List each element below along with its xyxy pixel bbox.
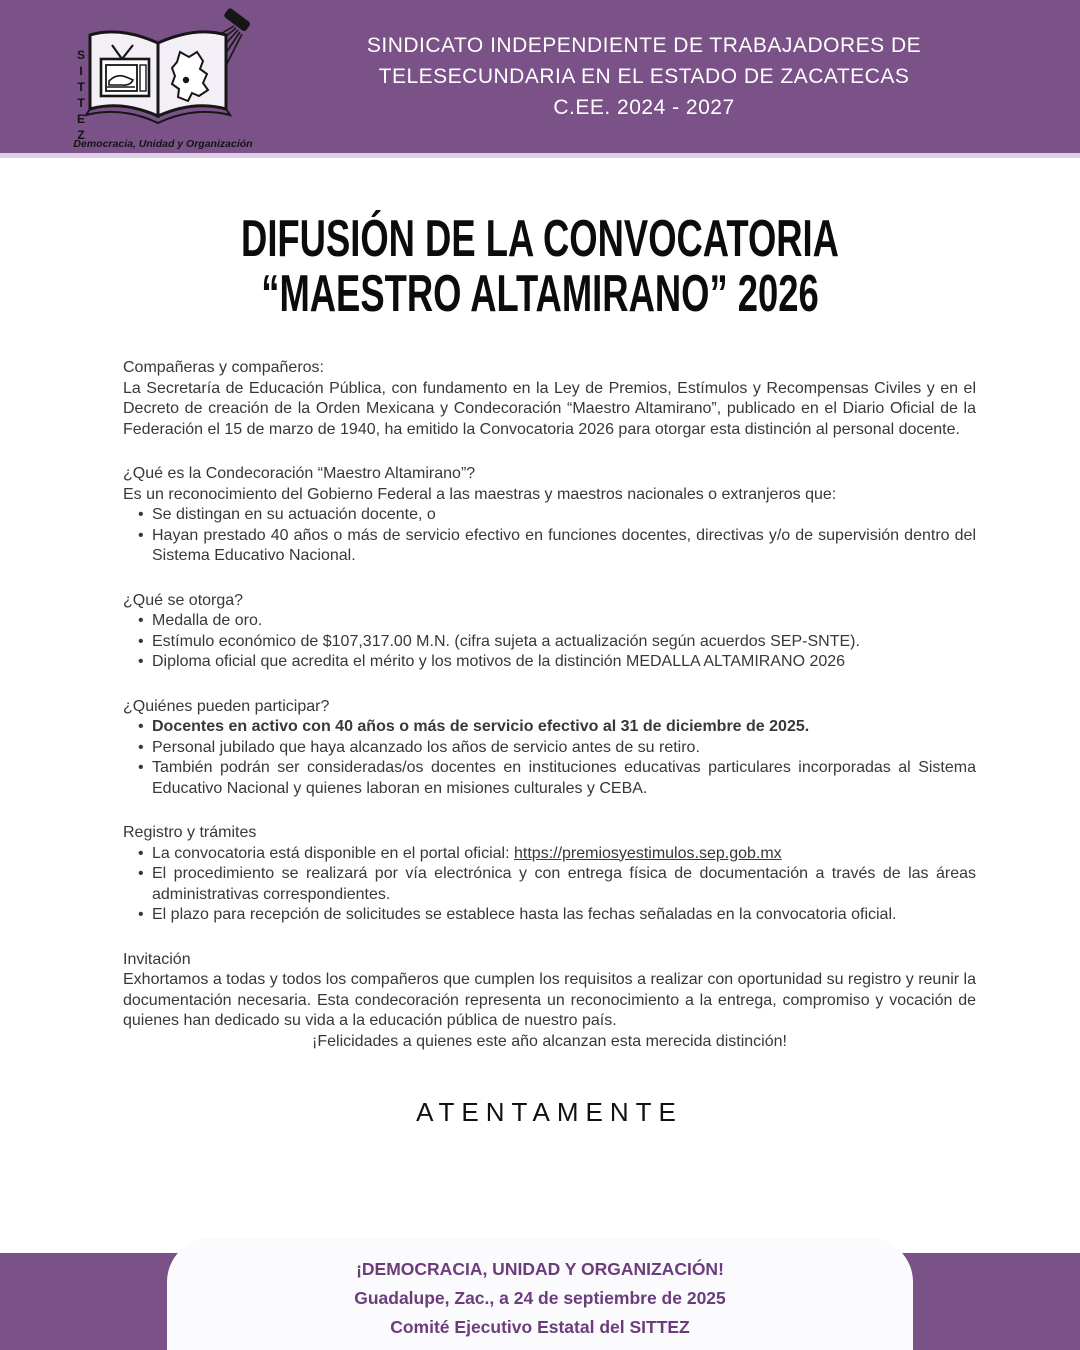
page-title bbox=[0, 212, 1080, 322]
section-registro bbox=[123, 823, 976, 926]
satellite-icon bbox=[223, 7, 251, 32]
section-intro: Es un reconocimiento del Gobierno Federal a las maestras y maestros nacionales o extranjeros que: bbox=[123, 485, 837, 503]
congratulations-line: ¡Felicidades a quienes este año alcanzan esta merecida distinción! bbox=[312, 1032, 787, 1050]
bullet-item: • El plazo para recepción de solicitudes se establece hasta las fechas señaladas en la convocatoria oficial. bbox=[123, 905, 976, 926]
bullet-item: • Medalla de oro. bbox=[123, 611, 976, 632]
bullet-list bbox=[123, 505, 976, 567]
section-heading: ¿Quiénes pueden participar? bbox=[123, 697, 330, 715]
section-heading: Invitación bbox=[123, 950, 191, 968]
signoff-atentamente: ATENTAMENTE bbox=[416, 1097, 683, 1127]
section-heading: ¿Qué es la Condecoración “Maestro Altamirano”? bbox=[123, 465, 476, 482]
salutation: Compañeras y compañeros: bbox=[123, 359, 324, 376]
document-body bbox=[0, 358, 1080, 1127]
footer-dateline: Guadalupe, Zac., a 24 de septiembre de 2025 bbox=[354, 1288, 726, 1308]
section-heading: ¿Qué se otorga? bbox=[123, 591, 244, 609]
footer-card bbox=[167, 1238, 913, 1350]
logo-acronym: SITTEZ bbox=[74, 47, 88, 144]
bullet-list bbox=[123, 844, 976, 926]
section-invitacion bbox=[123, 950, 976, 1053]
org-name-line2: TELESECUNDARIA EN EL ESTADO DE ZACATECAS bbox=[378, 65, 910, 88]
bullet-item: • Estímulo económico de $107,317.00 M.N. (cifra sujeta a actualización según acuerdos SEP-SNTE). bbox=[123, 632, 976, 653]
bullet-item: • Se distingan en su actuación docente, o bbox=[123, 505, 976, 526]
portal-link[interactable]: https://premiosyestimulos.sep.gob.mx bbox=[514, 844, 782, 862]
bullet-item: • Hayan prestado 40 años o más de servicio efectivo en funciones docentes, directivas y/o de supervisión dentro del Sistema Educativo Nacional. bbox=[123, 526, 976, 567]
bullet-list bbox=[123, 717, 976, 799]
section-condecoracion bbox=[123, 464, 976, 567]
footer-slogan: ¡DEMOCRACIA, UNIDAD Y ORGANIZACIÓN! bbox=[356, 1259, 724, 1279]
org-name-line1: SINDICATO INDEPENDIENTE DE TRABAJADORES DE bbox=[366, 34, 922, 57]
portal-text: La convocatoria está disponible en el portal oficial: bbox=[152, 844, 514, 862]
bullet-item: • El procedimiento se realizará por vía electrónica y con entrega física de documentación a través de las áreas administrativas correspondientes. bbox=[123, 864, 976, 905]
logo-motto: Democracia, Unidad y Organización bbox=[73, 137, 253, 150]
invitation-paragraph: Exhortamos a todas y todos los compañeros que cumplen los requisitos a realizar con oportunidad su registro y reunir la documentación necesaria. Esta condecoración representa un reconocimiento a la entrega, compromiso y vocación de quienes han dedicado su vida a la educación pública de nuestro país. bbox=[123, 971, 976, 1029]
map-dot bbox=[183, 76, 189, 82]
page-title-line2: “MAESTRO ALTAMIRANO” 2026 bbox=[261, 265, 819, 323]
bullet-item-link bbox=[123, 844, 976, 865]
bullet-item: • Personal jubilado que haya alcanzado los años de servicio antes de su retiro. bbox=[123, 738, 976, 759]
footer-committee: Comité Ejecutivo Estatal del SITTEZ bbox=[390, 1317, 690, 1337]
org-name bbox=[278, 30, 1080, 123]
header-banner bbox=[0, 0, 1080, 158]
sittez-logo bbox=[48, 2, 278, 152]
org-name-line3: C.EE. 2024 - 2027 bbox=[553, 96, 735, 119]
intro-paragraph: La Secretaría de Educación Pública, con fundamento en la Ley de Premios, Estímulos y Recompensas Civiles y en el Decreto de creación de la Orden Mexicana y Condecoración “Maestro Altamirano”, publicado en el Diario Oficial de la Federación el 15 de marzo de 1940, ha emitido la Convocatoria 2026 para otorgar esta distinción al personal docente. bbox=[123, 379, 976, 438]
bullet-item: • También podrán ser consideradas/os docentes en instituciones educativas particulares incorporadas al Sistema Educativo Nacional y quienes laboran en misiones culturales y CEBA. bbox=[123, 758, 976, 799]
bullet-item-bold bbox=[123, 717, 976, 738]
section-heading: Registro y trámites bbox=[123, 824, 257, 841]
section-quienes-participan bbox=[123, 697, 976, 800]
bold-requirement: Docentes en activo con 40 años o más de servicio efectivo al 31 de diciembre de 2025. bbox=[152, 718, 810, 735]
bullet-item: • Diploma oficial que acredita el mérito y los motivos de la distinción MEDALLA ALTAMIRANO 2026 bbox=[123, 652, 976, 673]
section-que-se-otorga bbox=[123, 591, 976, 673]
page-title-line1: DIFUSIÓN DE LA CONVOCATORIA bbox=[241, 210, 839, 268]
bullet-list bbox=[123, 611, 976, 673]
